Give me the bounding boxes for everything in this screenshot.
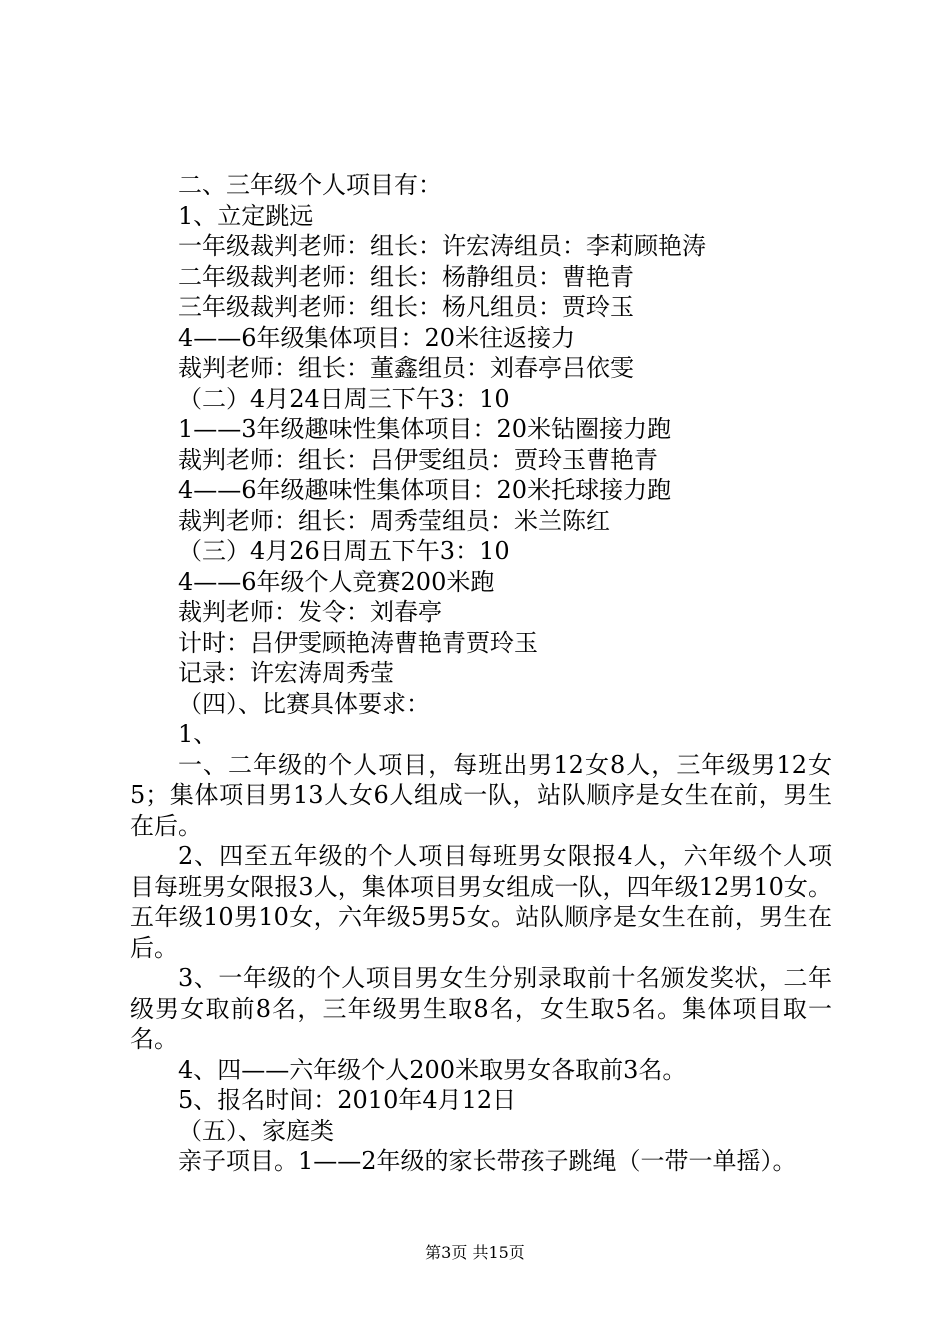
text-line: 三年级裁判老师：组长：杨凡组员：贾玲玉 [178,293,634,321]
text-line: 裁判老师：组长：董鑫组员：刘春亭吕依雯 [178,354,634,382]
text-line: 记录：许宏涛周秀莹 [178,659,394,687]
text-line: （五）、家庭类 [178,1116,334,1145]
text-line: 1——3年级趣味性集体项目：20米钻圈接力跑 [178,415,672,443]
text-line: 计时：吕伊雯顾艳涛曹艳青贾玲玉 [178,628,538,657]
paragraph: 3、一年级的个人项目男女生分别录取前十名颁发奖状，二年级男女取前8名，三年级男生取8名，女生取5名。集体项目取一名。 [130,964,832,1053]
text-line: 1、立定跳远 [178,201,314,230]
text-line: 裁判老师：组长：吕伊雯组员：贾玲玉曹艳青 [178,445,658,474]
text-line: （二）4月24日周三下午3：10 [178,384,510,413]
text-line: 裁判老师：发令：刘春亭 [178,598,442,626]
text-line: 二年级裁判老师：组长：杨静组员：曹艳青 [178,262,634,291]
document-body [130,170,832,1177]
text-line: 1、 [178,720,218,748]
text-line: 4——6年级趣味性集体项目：20米托球接力跑 [178,476,672,504]
paragraph: 5、报名时间：2010年4月12日 [178,1086,517,1114]
text-line: 亲子项目。1——2年级的家长带孩子跳绳（一带一单摇）。 [178,1147,797,1175]
text-line: 二、三年级个人项目有： [178,171,442,199]
paragraph: 一、二年级的个人项目，每班出男12女8人，三年级男12女5；集体项目男13人女6人组成一队，站队顺序是女生在前，男生在后。 [130,750,832,840]
text-line: 4——6年级个人竞赛200米跑 [178,567,495,596]
text-line: 裁判老师：组长：周秀莹组员：米兰陈红 [178,506,610,535]
text-line: （四）、比赛具体要求： [178,689,430,718]
page-footer: 第3页 共15页 [425,1243,525,1262]
text-line: 一年级裁判老师：组长：许宏涛组员：李莉顾艳涛 [178,232,706,260]
paragraph: 2、四至五年级的个人项目每班男女限报4人，六年级个人项目每班男女限报3人，集体项目男女组成一队，四年级12男10女。五年级10男10女，六年级5男5女。站队顺序是女生在前，男生在后。 [130,842,832,962]
text-line: （三）4月26日周五下午3：10 [178,537,510,565]
paragraph: 4、四——六年级个人200米取男女各取前3名。 [178,1055,687,1084]
text-line: 4——6年级集体项目：20米往返接力 [178,323,576,352]
